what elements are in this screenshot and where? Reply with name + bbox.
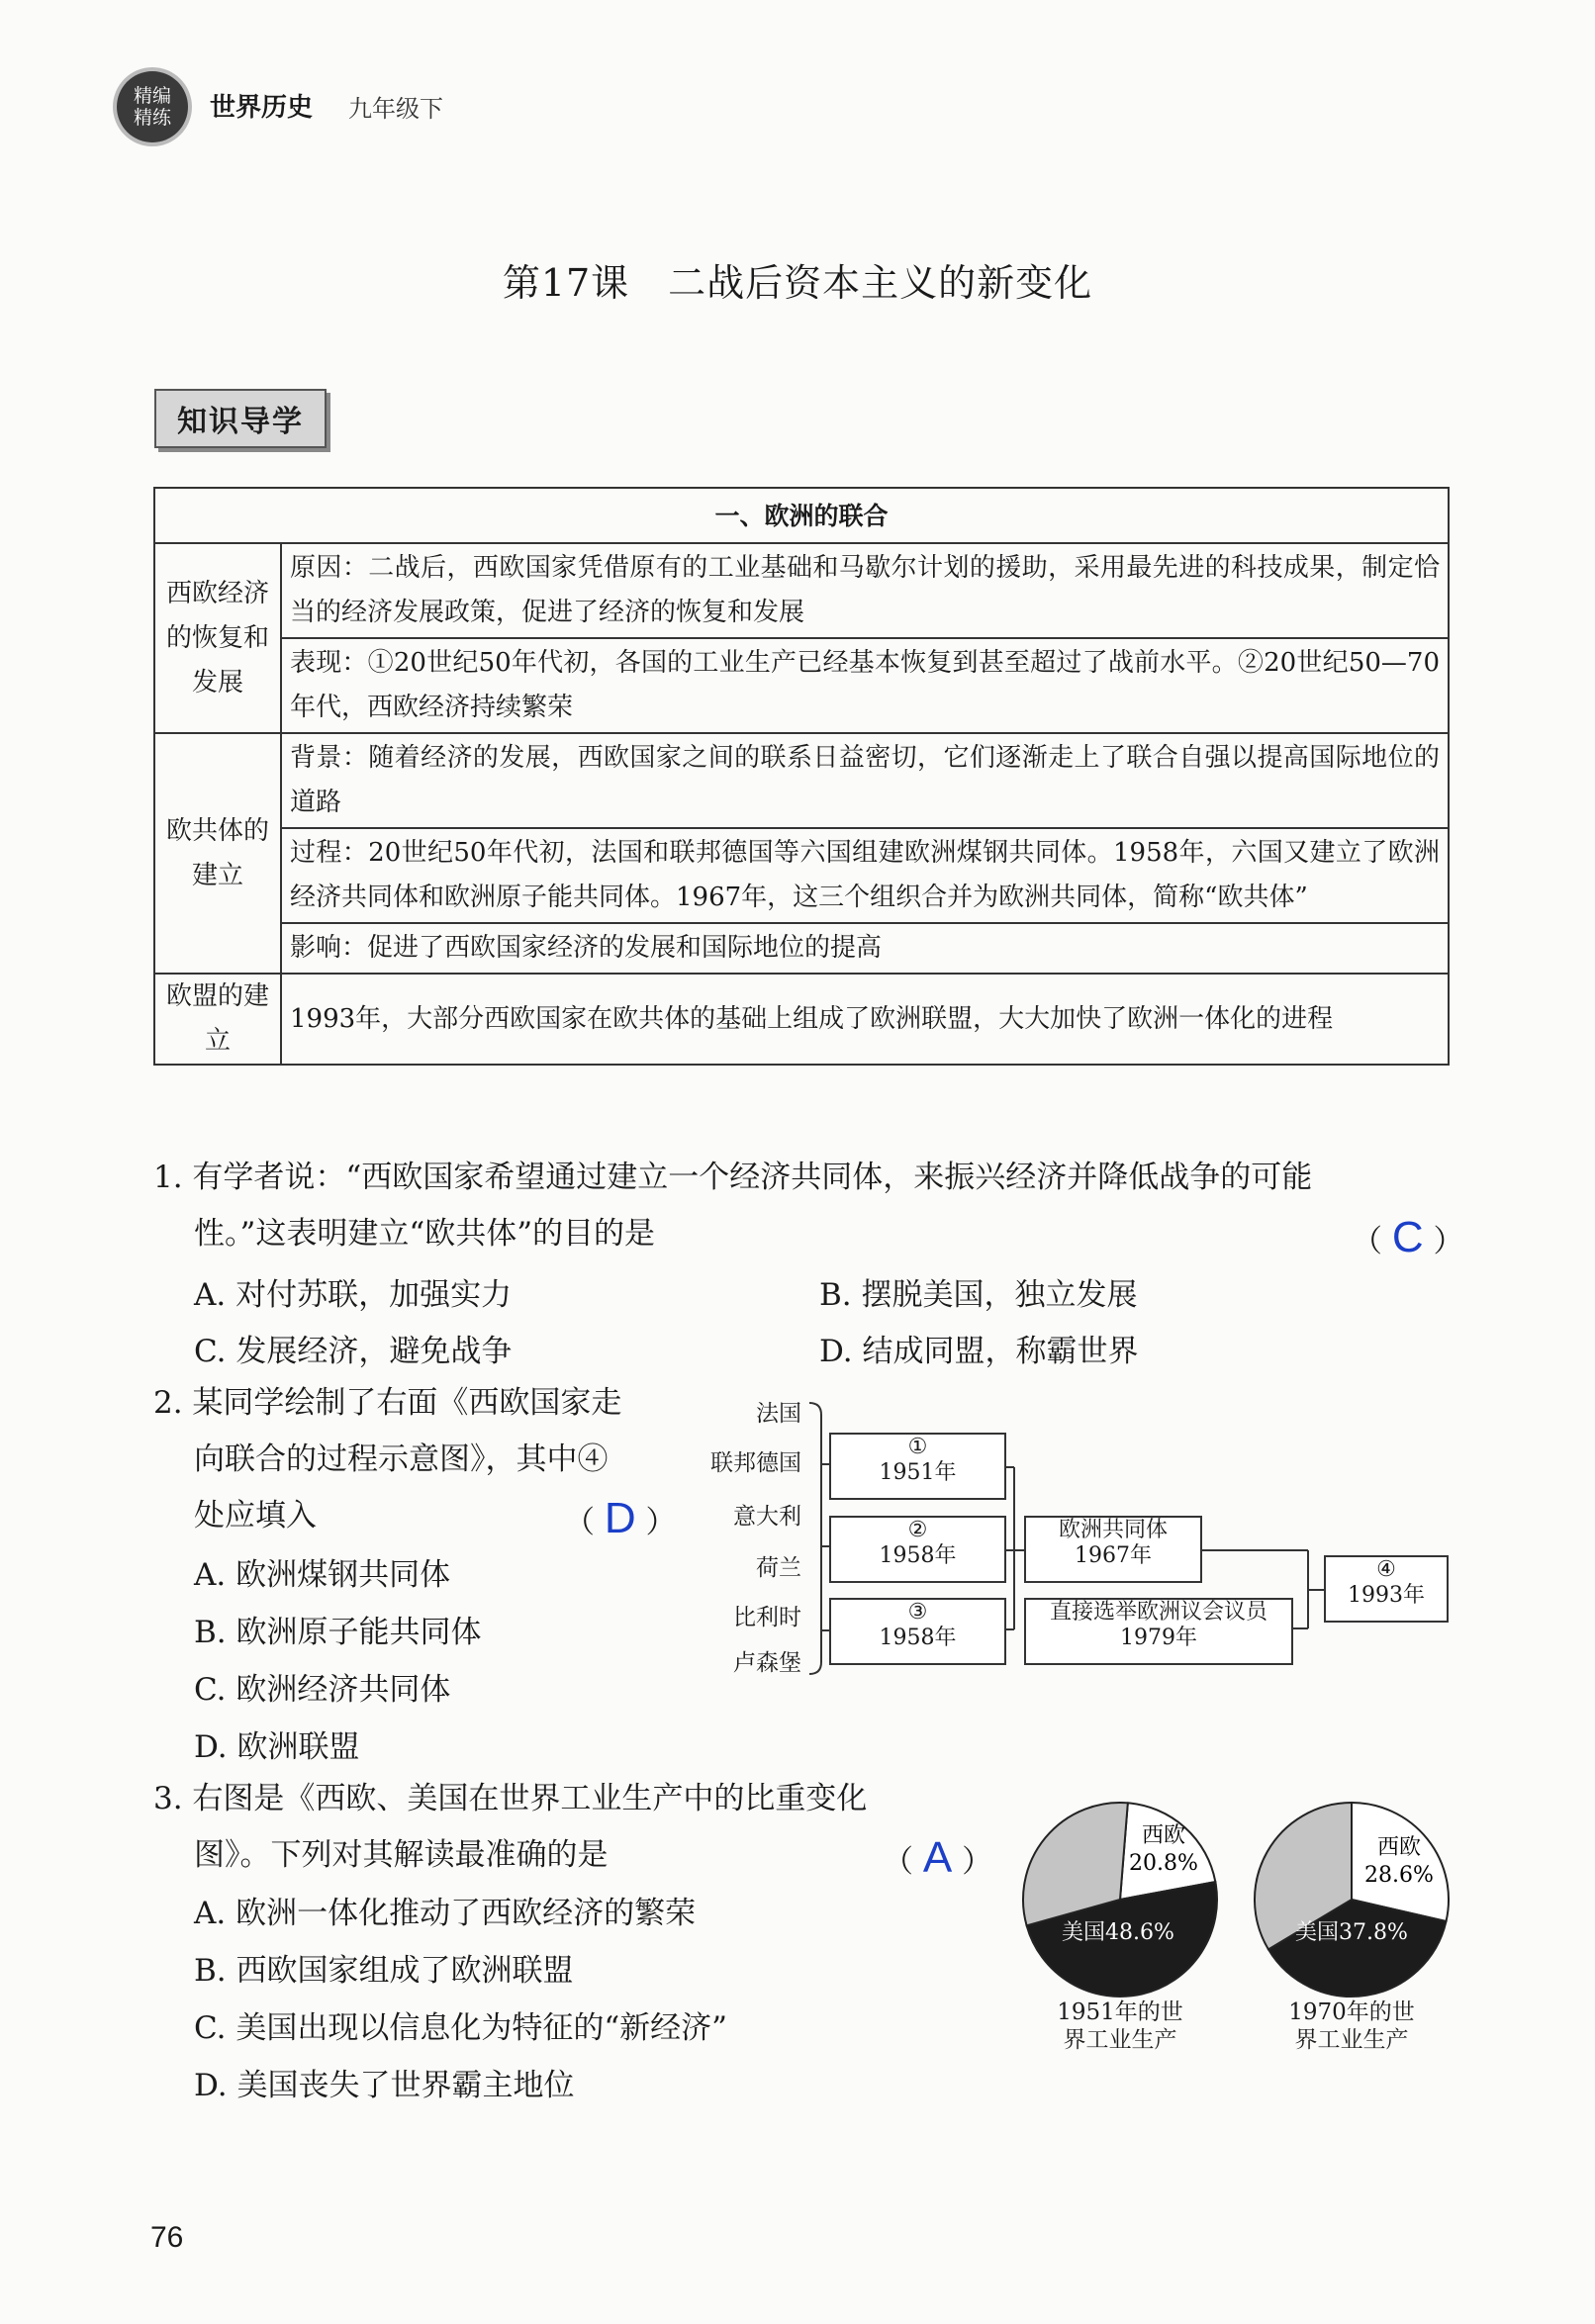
book-title: 世界历史 [210,93,314,123]
pie-value-label: 美国37.8% [1295,1920,1408,1945]
table-cell: 表现：①20世纪50年代初，各国的工业生产已经基本恢复到甚至超过了战前水平。②20世纪50—70年代，西欧经济持续繁荣 [281,638,1449,733]
lesson-title: 第17课 二战后资本主义的新变化 [502,261,1093,305]
row-label-eu: 欧盟的建立 [154,974,281,1065]
box-label: 欧洲共同体 [1058,1518,1168,1542]
table-cell: 1993年，大部分西欧国家在欧共体的基础上组成了欧洲联盟，大大加快了欧洲一体化的进程 [281,974,1449,1065]
pie-1-caption [1041,1999,1199,2054]
pie-value-label: 28.6% [1364,1863,1434,1888]
q1-option-d: D. 结成同盟，称霸世界 [819,1334,1139,1369]
pie-2-caption [1272,1999,1431,2054]
pie-value-label: 美国48.6% [1062,1920,1174,1945]
caption-line: 界工业生产 [1063,2027,1177,2053]
table-cell: 原因：二战后，西欧国家凭借原有的工业基础和马歇尔计划的援助，采用最先进的科技成果，制定恰当的经济发展政策，促进了经济的恢复和发展 [281,543,1449,638]
box-label: ② [907,1518,928,1542]
q3-option-c: C. 美国出现以信息化为特征的“新经济” [194,2010,728,2046]
pie-value-label: 20.8% [1129,1851,1198,1876]
box-year: 1967年 [1075,1543,1152,1568]
pie-name-label: 西欧 [1376,1835,1422,1860]
q3-line-1: 3. 右图是《西欧、美国在世界工业生产中的比重变化 [153,1781,868,1816]
q1-option-a: A. 对付苏联，加强实力 [194,1277,513,1313]
page-number: 76 [150,2221,184,2254]
q1-answer: C [1391,1213,1424,1261]
box-label: ④ [1376,1557,1396,1582]
book-grade: 九年级下 [348,95,443,123]
pie-name-label: 西欧 [1141,1823,1186,1848]
q2-line-2: 向联合的过程示意图》，其中④ [194,1441,609,1477]
q2-option-b: B. 欧洲原子能共同体 [194,1615,482,1650]
caption-line: 1970年的世 [1288,1999,1415,2025]
row-label-economy: 西欧经济的恢复和发展 [154,543,281,733]
country-label: 联邦德国 [710,1450,801,1476]
q2-option-d: D. 欧洲联盟 [194,1729,360,1765]
q2-option-a: A. 欧洲煤钢共同体 [194,1557,451,1593]
logo-line-2: 精练 [133,107,171,129]
q1-option-b: B. 摆脱美国，独立发展 [819,1277,1138,1313]
box-year: 1958年 [879,1543,957,1568]
q1-option-c: C. 发展经济，避免战争 [194,1334,513,1369]
box-year: 1958年 [879,1626,957,1650]
section-tag: 知识导学 [154,389,327,448]
q2-line-1: 2. 某同学绘制了右面《西欧国家走 [153,1385,622,1421]
caption-line: 1951年的世 [1057,1999,1183,2025]
q3-answer-paren: （ A ） [883,1833,993,1882]
q3-answer: A [922,1833,953,1882]
row-label-ec: 欧共体的建立 [154,733,281,974]
q1-line-1: 1. 有学者说：“西欧国家希望通过建立一个经济共同体，来振兴经济并降低战争的可能 [153,1160,1313,1195]
country-label: 荷兰 [756,1555,801,1581]
logo-line-1: 精编 [133,85,171,107]
q1-line-2: 性。”这表明建立“欧共体”的目的是 [194,1216,656,1252]
q3-option-a: A. 欧洲一体化推动了西欧经济的繁荣 [194,1896,697,1931]
box-label: ① [907,1435,928,1459]
box-label: ③ [907,1600,928,1625]
box-year: 1951年 [879,1460,957,1485]
q3-option-d: D. 美国丧失了世界霸主地位 [194,2068,575,2103]
table-cell: 过程：20世纪50年代初，法国和联邦德国等六国组建欧洲煤钢共同体。1958年，六国又建立了欧洲经济共同体和欧洲原子能共同体。1967年，这三个组织合并为欧洲共同体，简称“欧共体” [281,828,1449,923]
country-label: 法国 [756,1401,801,1427]
q2-option-c: C. 欧洲经济共同体 [194,1672,451,1708]
q2-answer-paren: （ D ） [564,1494,677,1542]
table-cell: 背景：随着经济的发展，西欧国家之间的联系日益密切，它们逐渐走上了联合自强以提高国际地位的道路 [281,733,1449,828]
q3-line-2: 图》。下列对其解读最准确的是 [194,1837,609,1873]
q2-answer: D [604,1494,636,1542]
box-year: 1993年 [1348,1583,1425,1608]
table-heading: 一、欧洲的联合 [154,488,1449,543]
table-cell: 影响：促进了西欧国家经济的发展和国际地位的提高 [281,923,1449,974]
country-label: 意大利 [733,1504,801,1530]
box-year: 1979年 [1120,1626,1197,1650]
country-label: 卢森堡 [733,1650,801,1676]
q3-option-b: B. 西欧国家组成了欧洲联盟 [194,1953,574,1989]
caption-line: 界工业生产 [1294,2027,1409,2053]
q1-answer-paren: （ C ） [1352,1213,1464,1261]
box-label: 直接选举欧洲议会议员 [1049,1600,1267,1625]
q2-line-3: 处应填入 [194,1498,317,1534]
country-label: 比利时 [733,1605,801,1630]
